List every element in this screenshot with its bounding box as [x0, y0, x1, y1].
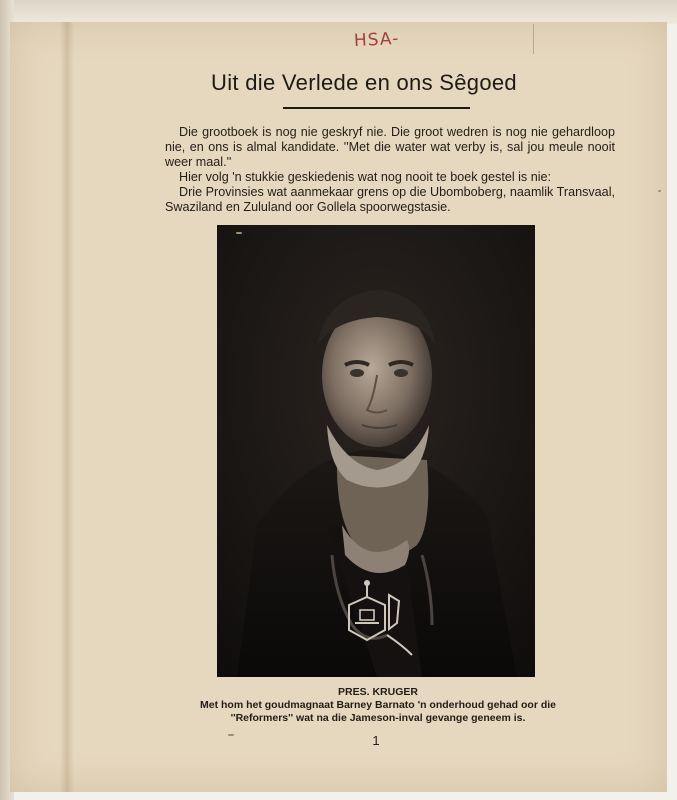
intro-text	[165, 125, 615, 215]
handwritten-note: HSA-	[353, 28, 400, 52]
stray-mark	[228, 734, 234, 736]
intro-paragraph-2: Hier volg 'n stukkie geskiedenis wat nog nooit te boek gestel is nie:	[179, 170, 552, 184]
intro-paragraph-3: Drie Provinsies wat aanmekaar grens op die Ubomboberg, naamlik Transvaal, Swaziland en Zululand oor Gollela spoorwegstasie.	[165, 185, 615, 214]
page-title: Uit die Verlede en ons Sêgoed	[211, 70, 517, 95]
caption-body: Met hom het goudmagnaat Barney Barnato 'n onderhoud gehad oor die ''Reformers'' wat na die Jameson-inval gevange geneem is.	[200, 699, 557, 724]
scan-top-edge	[0, 0, 677, 24]
stray-mark	[236, 232, 242, 234]
portrait-image	[217, 225, 535, 677]
page-crease	[60, 22, 74, 792]
portrait-photo	[217, 225, 535, 677]
stray-mark	[658, 190, 661, 192]
page-number: 1	[372, 733, 380, 748]
pencil-tick	[533, 24, 534, 54]
title-underline	[283, 107, 470, 109]
caption-title: PRES. KRUGER	[338, 686, 418, 698]
intro-paragraph-1: Die grootboek is nog nie geskryf nie. Die groot wedren is nog nie gehardloop nie, en ons is almal kandidate. ''Met die water wat verby is, sal jou meule nooit weer maal.''	[165, 125, 615, 169]
